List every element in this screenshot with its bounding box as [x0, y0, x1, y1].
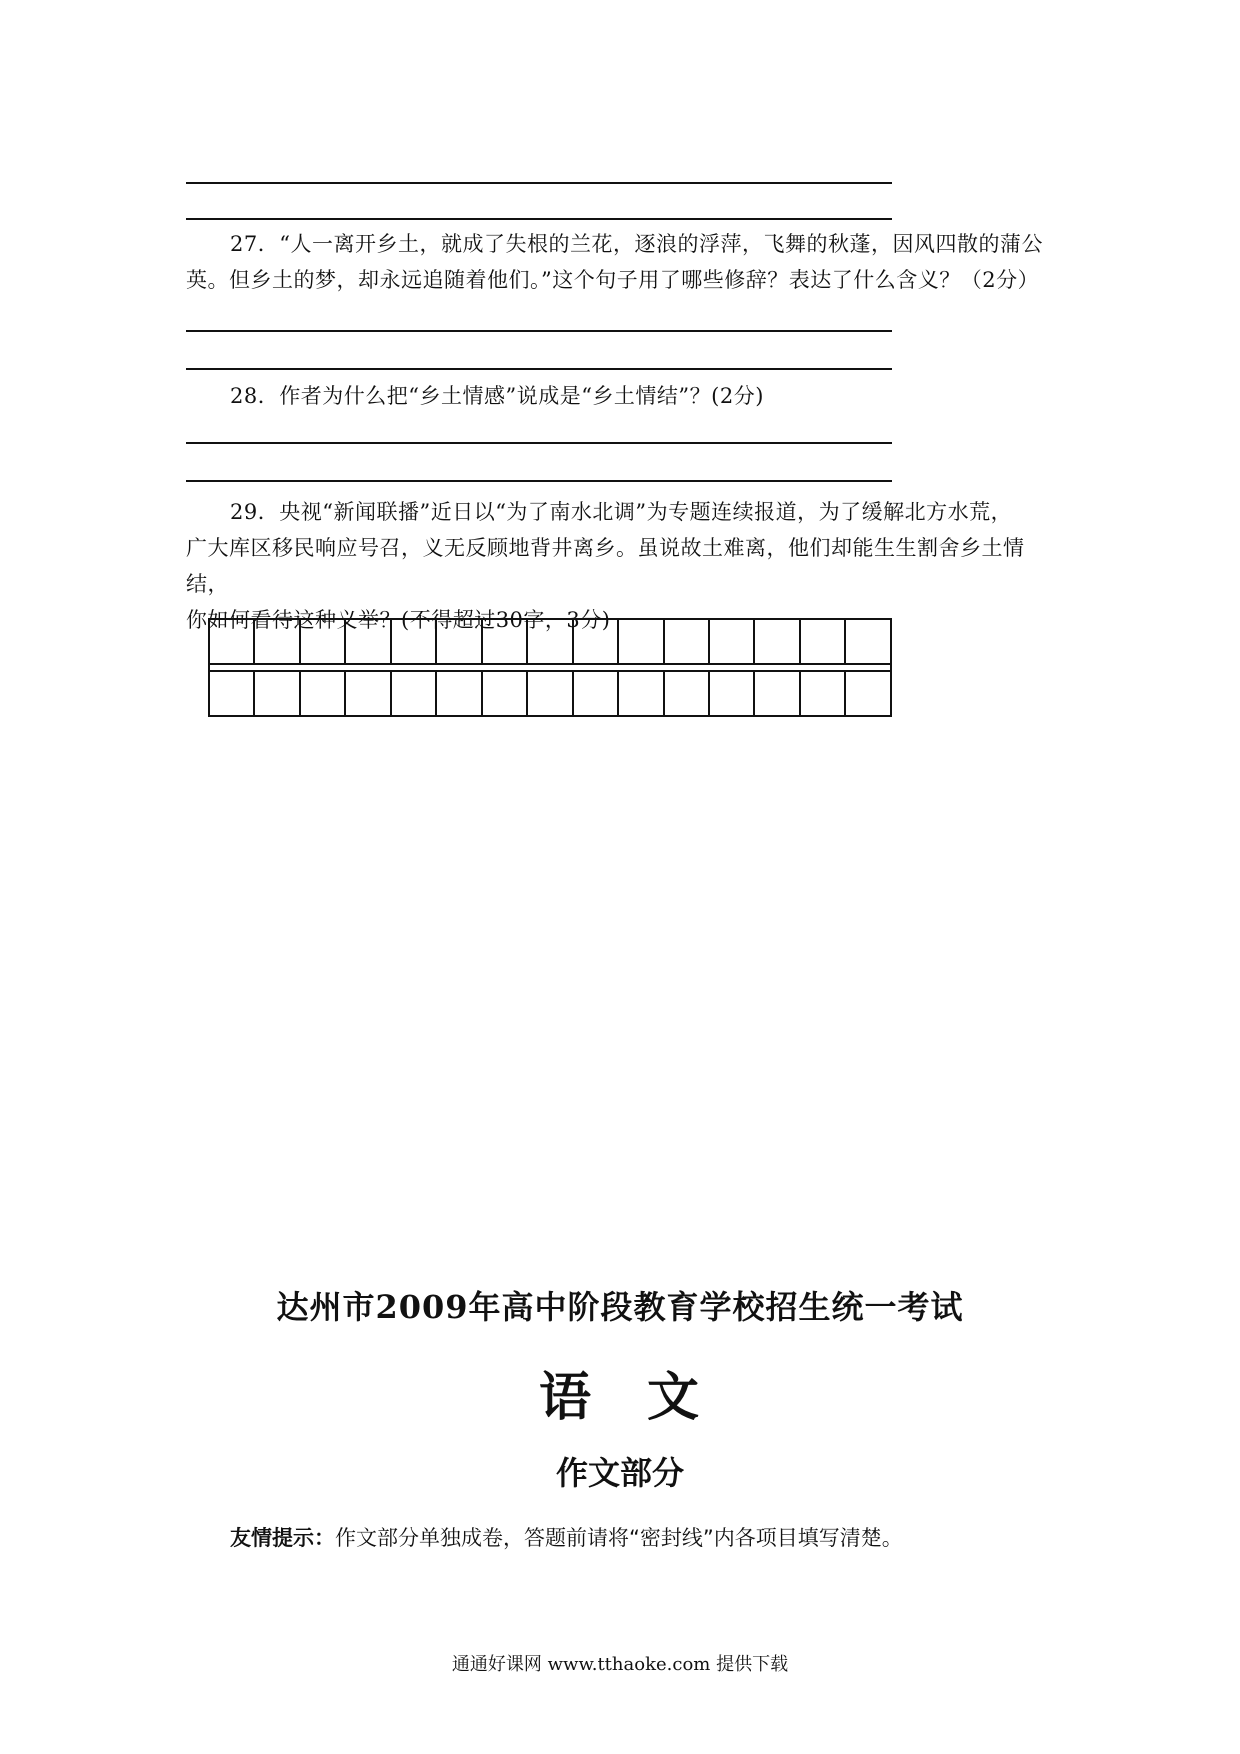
question-28-text: 28．作者为什么把“乡土情感”说成是“乡土情结”？(2分) [230, 384, 764, 408]
answer-line [186, 368, 892, 370]
answer-grid-cell[interactable] [345, 619, 390, 664]
answer-grid-cell[interactable] [391, 671, 436, 716]
answer-grid-cell[interactable] [618, 671, 663, 716]
answer-line [186, 330, 892, 332]
answer-line [186, 442, 892, 444]
answer-grid-cell[interactable] [209, 619, 254, 664]
tip-label: 友情提示： [230, 1526, 335, 1550]
answer-grid-cell[interactable] [800, 671, 845, 716]
answer-grid-cell[interactable] [754, 619, 799, 664]
answer-grid-cell[interactable] [845, 671, 891, 716]
question-29-line-1: 29．央视“新闻联播”近日以“为了南水北调”为专题连续报道，为了缓解北方水荒， [230, 500, 1013, 524]
exam-title: 达州市2009年高中阶段教育学校招生统一考试 [276, 1288, 964, 1326]
page-footer: 通通好课网 www.tthaoke.com 提供下载 [451, 1654, 789, 1675]
answer-grid-cell[interactable] [436, 619, 481, 664]
subject-title: 语 文 [538, 1368, 701, 1428]
answer-grid-cell[interactable] [618, 619, 663, 664]
answer-grid-cell[interactable] [254, 671, 299, 716]
answer-grid-cell[interactable] [345, 671, 390, 716]
answer-line [186, 218, 892, 220]
answer-grid-cell[interactable] [209, 671, 254, 716]
answer-grid-cell[interactable] [664, 619, 709, 664]
answer-grid-cell[interactable] [754, 671, 799, 716]
tip-text: 作文部分单独成卷，答题前请将“密封线”内各项目填写清楚。 [335, 1526, 903, 1550]
answer-grid-row-2 [208, 670, 892, 717]
question-27 [186, 226, 1066, 298]
friendly-tip [230, 1522, 903, 1552]
answer-grid-cell[interactable] [254, 619, 299, 664]
question-28 [186, 378, 1066, 414]
section-title: 作文部分 [555, 1454, 684, 1492]
answer-grid-cell[interactable] [800, 619, 845, 664]
question-29 [186, 494, 1066, 638]
answer-grid-row-1 [208, 618, 892, 665]
question-27-line-1: 27．“人一离开乡土，就成了失根的兰花，逐浪的浮萍，飞舞的秋蓬，因风四散的蒲公 [230, 232, 1043, 256]
answer-grid-cell[interactable] [573, 619, 618, 664]
answer-line [186, 182, 892, 184]
answer-grid-cell[interactable] [527, 619, 572, 664]
answer-grid-cell[interactable] [664, 671, 709, 716]
question-27-line-2: 英。但乡土的梦，却永远追随着他们。”这个句子用了哪些修辞？表达了什么含义？（2分） [186, 268, 1040, 292]
answer-grid-cell[interactable] [482, 619, 527, 664]
answer-grid-cell[interactable] [845, 619, 891, 664]
question-29-line-2: 广大库区移民响应号召，义无反顾地背井离乡。虽说故土难离，他们却能生生割舍乡土情结， [186, 536, 1025, 596]
answer-grid-cell[interactable] [391, 619, 436, 664]
answer-grid-cell[interactable] [527, 671, 572, 716]
answer-grid-cell[interactable] [709, 671, 754, 716]
answer-grid-cell[interactable] [300, 671, 345, 716]
answer-grid-cell[interactable] [482, 671, 527, 716]
answer-grid-cell[interactable] [436, 671, 481, 716]
answer-grid-cell[interactable] [300, 619, 345, 664]
question-29-line-3: 你如何看待这种义举？(不得超过30字，3分) [186, 608, 611, 632]
answer-line [186, 480, 892, 482]
answer-grid-cell[interactable] [709, 619, 754, 664]
answer-grid-cell[interactable] [573, 671, 618, 716]
